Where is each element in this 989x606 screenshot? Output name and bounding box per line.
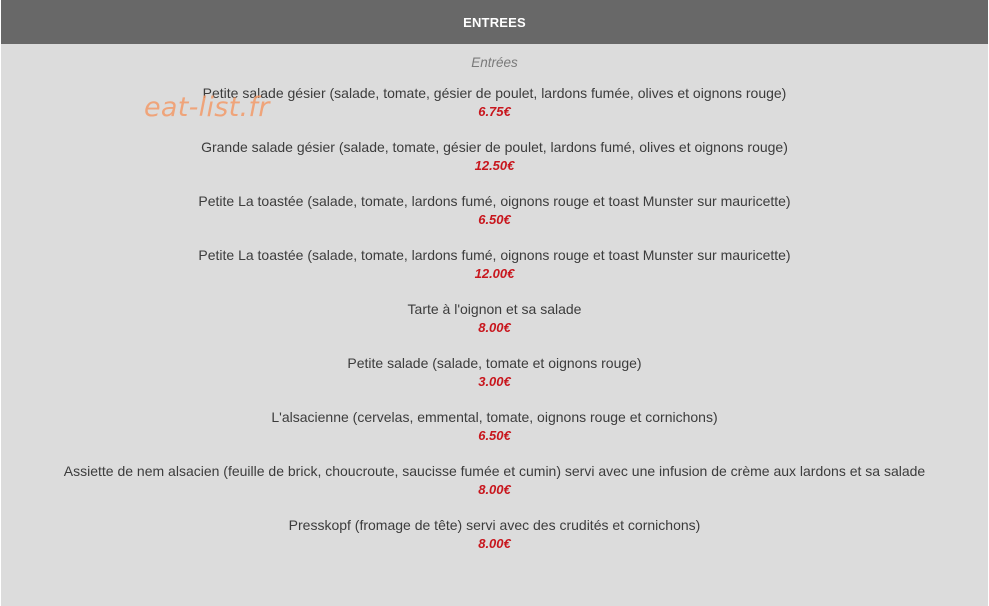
menu-item-name: Presskopf (fromage de tête) servi avec des crudités et cornichons) (288, 517, 701, 533)
menu-item-name: Grande salade gésier (salade, tomate, gésier de poulet, lardons fumé, olives et oignons rouge) (201, 139, 788, 155)
menu-item (1, 513, 988, 567)
menu-item-name: Petite salade (salade, tomate et oignons rouge) (347, 355, 642, 371)
menu-item-name: Tarte à l'oignon et sa salade (407, 301, 582, 317)
section-subtitle: Entrées (471, 55, 518, 70)
section-header-title: ENTREES (463, 14, 526, 30)
menu-item (1, 405, 988, 459)
menu-item-price: 12.00€ (474, 266, 515, 281)
menu-item-price: 8.00€ (478, 536, 511, 551)
menu-item-name: Petite La toastée (salade, tomate, lardons fumé, oignons rouge et toast Munster sur mauricette) (198, 247, 791, 263)
menu-item-price: 6.50€ (478, 428, 511, 443)
menu-item-name: Petite salade gésier (salade, tomate, gésier de poulet, lardons fumée, olives et oignons rouge) (202, 85, 787, 101)
menu-item-price: 6.50€ (478, 212, 511, 227)
menu-item-price: 6.75€ (478, 104, 511, 119)
menu-item-price: 3.00€ (478, 374, 511, 389)
menu-item-price: 8.00€ (478, 482, 511, 497)
menu-item-name: L'alsacienne (cervelas, emmental, tomate, oignons rouge et cornichons) (271, 409, 718, 425)
menu-item-price: 8.00€ (478, 320, 511, 335)
menu-items-list (1, 81, 988, 567)
menu-item (1, 135, 988, 189)
menu-item (1, 189, 988, 243)
watermark-logo: eat-list.fr (144, 92, 270, 123)
menu-item-name: Assiette de nem alsacien (feuille de brick, choucroute, saucisse fumée et cumin) servi avec une infusion de crème aux lardons et sa salade (63, 463, 926, 479)
menu-item (1, 459, 988, 513)
menu-item (1, 297, 988, 351)
menu-panel (1, 0, 988, 606)
menu-item-price: 12.50€ (474, 158, 515, 173)
menu-item (1, 351, 988, 405)
menu-item-name: Petite La toastée (salade, tomate, lardons fumé, oignons rouge et toast Munster sur mauricette) (198, 193, 791, 209)
section-header (1, 0, 988, 44)
menu-item (1, 243, 988, 297)
